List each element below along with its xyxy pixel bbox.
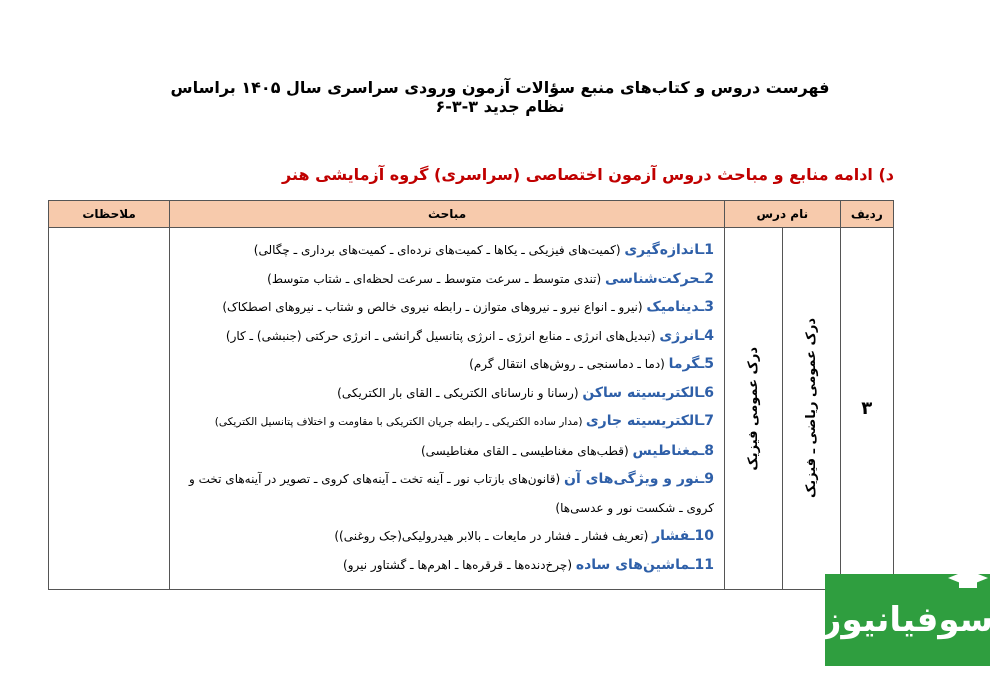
topic-item: 3ـدینامیک (نیرو ـ انواع نیرو ـ نیروهای متوازن ـ رابطه نیروی خالص و شتاب ـ نیروهای اصطکاک) [222,299,714,315]
course-group-label: درک عمومی ریاضی ـ فیزیک [803,318,819,499]
course-label: درک عمومی فیزیک [745,346,761,471]
header-row-number: ردیف [840,201,893,228]
brand-logo-text: سوفیانیوز [821,600,994,640]
topic-item: 6ـالکتریسیته ساکن (رسانا و نارسانای الکتریکی ـ القای بار الکتریکی) [337,384,714,401]
topic-item: 9ـنور و ویژگی‌های آن (قانون‌های بازتاب نور ـ آینه تخت ـ آینه‌های کروی ـ تصویر در آینه‌های تخت و کروی ـ شکست نور و عدسی‌ها) [189,471,714,515]
row-number: ۳ [840,228,893,590]
topic-item: 11ـماشین‌های ساده (چرخ‌دنده‌ها ـ قرقره‌ها ـ اهرم‌ها ـ گشتاور نیرو) [343,556,714,573]
header-notes: ملاحظات [49,201,170,228]
topic-item: 1ـاندازه‌گیری (کمیت‌های فیزیکی ـ یکاها ـ کمیت‌های نرده‌ای ـ کمیت‌های برداری ـ چگالی) [253,242,714,258]
page-title: فهرست دروس و کتاب‌های منبع سؤالات آزمون ورودی سراسری سال ۱۴۰۵ براساس نظام جدید ۳-۳-۶ [170,78,830,116]
graduation-cap-icon [946,568,990,592]
table-header-row [49,201,894,228]
table-row [49,228,894,590]
course-cell [725,228,783,590]
courses-table [48,200,894,590]
topic-item: 10ـفشار (تعریف فشار ـ فشار در مایعات ـ بالابر هیدرولیکی(جک روغنی)) [334,528,714,544]
course-group-cell [782,228,840,590]
topic-item: 2ـحرکت‌شناسی (تندی متوسط ـ سرعت متوسط ـ سرعت لحظه‌ای ـ شتاب متوسط) [267,270,714,287]
notes-cell [49,228,170,590]
topic-item: 4ـانرژی (تبدیل‌های انرژی ـ منابع انرژی ـ انرژی پتانسیل گرانشی ـ انرژی حرکتی (جنبشی) ـ کار) [225,327,714,344]
topic-item: 5ـگرما (دما ـ دماسنجی ـ روش‌های انتقال گرم) [469,356,714,372]
topics-cell [170,228,725,590]
header-course-name: نام درس [725,201,841,228]
section-title: د) ادامه منابع و مباحث دروس آزمون اختصاصی (سراسری) گروه آزمایشی هنر [282,165,894,184]
header-topics: مباحث [170,201,725,228]
topic-item: 8ـمغناطیس (قطب‌های مغناطیسی ـ القای مغناطیسی) [420,442,714,459]
topic-item: 7ـالکتریسیته جاری (مدار ساده الکتریکی ـ رابطه جریان الکتریکی با مقاومت و اختلاف پتانسیل الکتریکی) [214,413,714,429]
